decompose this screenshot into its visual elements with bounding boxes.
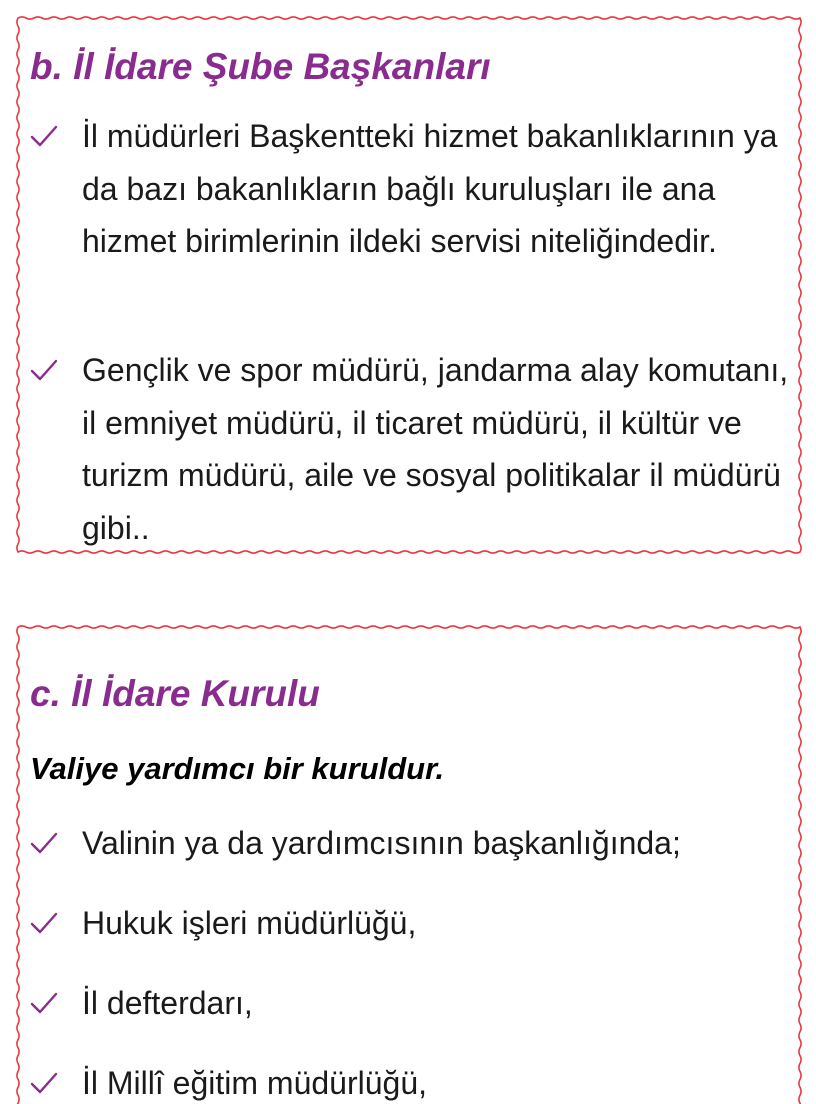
checkmark-icon [28,977,64,1029]
list-item-text: İl Millî eğitim müdürlüğü, [82,1065,427,1101]
checkmark-icon [28,1057,64,1104]
section-b-box [18,18,800,552]
checkmark-icon [28,897,64,949]
checkmark-icon [28,817,64,869]
list-item-text: İl müdürleri Başkentteki hizmet bakanlıklarının ya da bazı bakanlıkların bağlı kuruluşları ile ana hizmet birimlerinin ildeki servisi niteliğindedir. [82,118,778,259]
list-item [28,977,792,1030]
list-item-text: Valinin ya da yardımcısının başkanlığında; [82,825,681,861]
section-c-title: c. İl İdare Kurulu [30,673,320,714]
section-c-subtitle: Valiye yardımcı bir kuruldur. [30,751,445,786]
list-item [28,817,792,870]
section-c-box [18,627,800,1104]
list-item [28,1057,792,1104]
list-item-text: Gençlik ve spor müdürü, jandarma alay komutanı, il emniyet müdürü, il ticaret müdürü, il kültür ve turizm müdürü, aile ve sosyal politikalar il müdürü gibi.. [82,352,789,546]
list-item [28,897,792,950]
checkmark-icon [28,344,64,396]
list-item [28,344,792,554]
list-item-text: İl defterdarı, [82,985,253,1021]
list-item-text: Hukuk işleri müdürlüğü, [82,905,417,941]
checkmark-icon [28,110,64,162]
section-b-title: b. İl İdare Şube Başkanları [30,46,491,87]
list-item [28,110,792,268]
